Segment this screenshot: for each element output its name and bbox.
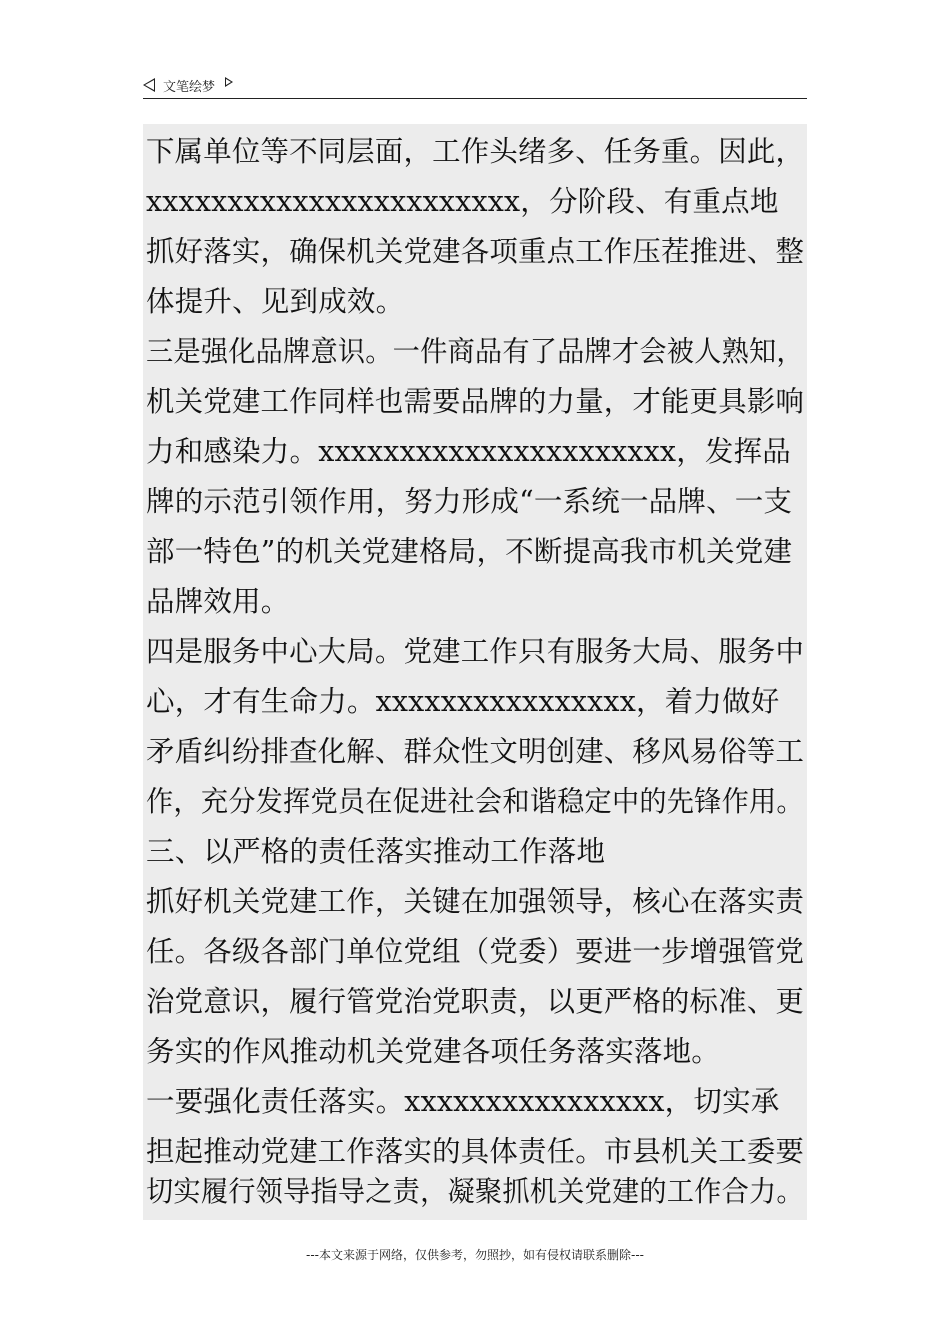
text-line: xxxxxxxxxxxxxxxxxxxxxxx，分阶段、有重点地	[146, 185, 779, 218]
triangle-right-icon	[225, 77, 233, 87]
text-line: 力和感染力。xxxxxxxxxxxxxxxxxxxxxx，发挥品	[146, 435, 792, 468]
text-line: 下属单位等不同层面，工作头绪多、任务重。因此，	[146, 135, 805, 168]
text-line: 务实的作风推动机关党建各项任务落实落地。	[146, 1035, 721, 1068]
text-line: 任。各级各部门单位党组（党委）要进一步增强管党	[146, 935, 805, 968]
triangle-left-icon	[143, 78, 155, 92]
text-line: 抓好落实，确保机关党建各项重点工作压茬推进、整	[146, 235, 805, 268]
text-line: 治党意识，履行管党治党职责，以更严格的标准、更	[146, 985, 805, 1018]
text-line: 三是强化品牌意识。一件商品有了品牌才会被人熟知，	[146, 335, 804, 368]
text-line: 抓好机关党建工作，关键在加强领导，核心在落实责	[146, 885, 805, 918]
text-line: 一要强化责任落实。xxxxxxxxxxxxxxxx，切实承	[146, 1085, 780, 1118]
text-line: 四是服务中心大局。党建工作只有服务大局、服务中	[146, 635, 805, 668]
text-line: 矛盾纠纷排查化解、群众性文明创建、移风易俗等工	[146, 735, 805, 768]
section-heading: 三、以严格的责任落实推动工作落地	[146, 835, 606, 868]
footer-disclaimer: ---本文来源于网络，仅供参考，勿照抄，如有侵权请联系删除---	[306, 1248, 644, 1262]
text-line: 作，充分发挥党员在促进社会和谐稳定中的先锋作用。	[146, 785, 804, 818]
text-line: 机关党建工作同样也需要品牌的力量，才能更具影响	[146, 385, 805, 418]
text-line: 品牌效用。	[146, 585, 290, 618]
text-line: 切实履行领导指导之责，凝聚抓机关党建的工作合力。	[146, 1175, 804, 1208]
document-body	[143, 124, 807, 1220]
text-line: 体提升、见到成效。	[146, 285, 405, 318]
header-title: 文笔绘梦	[163, 79, 216, 95]
text-line: 心，才有生命力。xxxxxxxxxxxxxxxx，着力做好	[146, 685, 780, 718]
text-line: 牌的示范引领作用，努力形成“一系统一品牌、一支	[146, 485, 793, 518]
text-line: 部一特色”的机关党建格局，不断提高我市机关党建	[146, 535, 793, 568]
page-header	[143, 72, 807, 99]
text-line: 担起推动党建工作落实的具体责任。市县机关工委要	[146, 1135, 805, 1168]
